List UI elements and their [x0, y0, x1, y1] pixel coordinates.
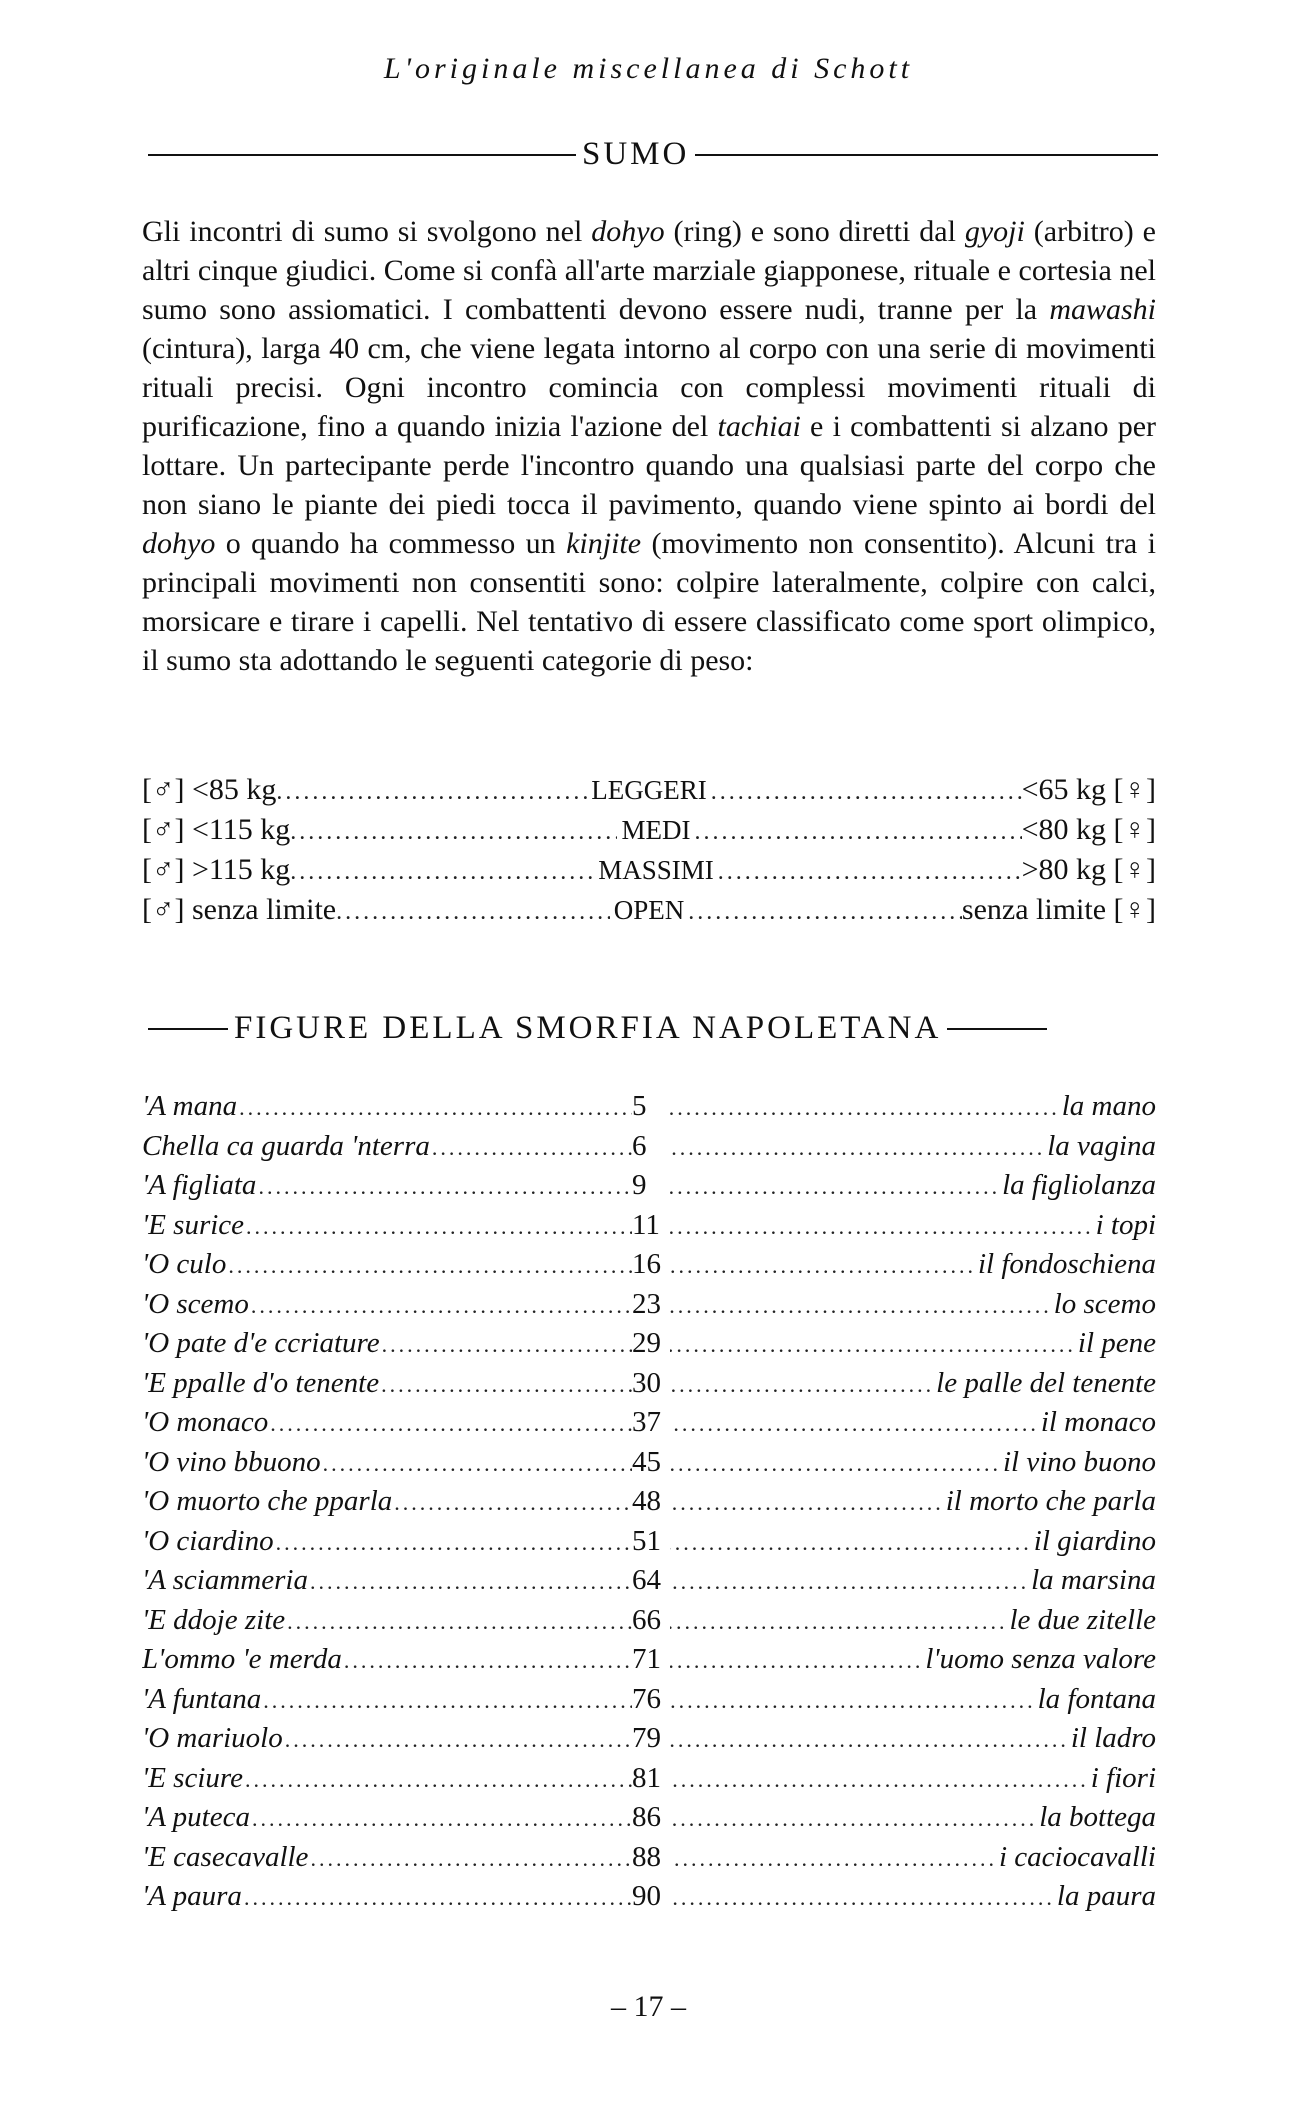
dot-leader: [382, 1332, 632, 1358]
dialect-cell: [142, 1762, 632, 1795]
dot-leader: [670, 1490, 944, 1516]
italic-term: dohyo: [142, 527, 216, 560]
smorfia-row: [142, 1090, 1156, 1130]
italian-cell: [670, 1841, 1156, 1874]
italian-meaning: il fondoschiena: [977, 1248, 1156, 1280]
smorfia-row: [142, 1327, 1156, 1367]
text-run: (cintura), larga 40 cm, che viene legata intorno al corpo con una serie di movimenti rituali precisi. Ogni incontro comincia con complessi movimenti rituali di purificazione, fino a quando inizia l'azione del: [142, 332, 1156, 443]
smorfia-row: [142, 1801, 1156, 1841]
dialect-cell: [142, 1485, 632, 1518]
dialect-term: 'A figliata: [142, 1169, 257, 1201]
dot-leader: [688, 899, 962, 926]
smorfia-row: [142, 1722, 1156, 1762]
female-limit: <65 kg [♀]: [1021, 773, 1157, 806]
italian-cell: [670, 1762, 1156, 1795]
dot-leader: [432, 1135, 632, 1161]
dot-leader: [285, 1727, 632, 1753]
dot-leader: [228, 1253, 632, 1279]
italian-meaning: il pene: [1077, 1327, 1156, 1359]
dot-leader: [310, 1846, 632, 1872]
dialect-cell: [142, 1406, 632, 1439]
dialect-cell: [142, 1564, 632, 1597]
smorfia-number: 48: [632, 1485, 661, 1517]
smorfia-number: 88: [632, 1840, 661, 1873]
smorfia-number: 71: [632, 1643, 661, 1675]
dialect-term: 'A mana: [142, 1090, 238, 1122]
dot-leader: [239, 1095, 632, 1121]
smorfia-number: 79: [632, 1722, 661, 1754]
dot-leader: [670, 1451, 1001, 1477]
dot-leader: [670, 1293, 1052, 1319]
italic-term: mawashi: [1049, 293, 1156, 326]
dot-leader: [670, 1332, 1076, 1358]
italian-meaning: il morto che parla: [945, 1485, 1156, 1517]
smorfia-number: 30: [632, 1366, 661, 1399]
dialect-term: 'O ciardino: [142, 1524, 274, 1557]
smorfia-row: [142, 1762, 1156, 1802]
weight-class-name: LEGGERI: [591, 775, 707, 805]
smorfia-table: [142, 1090, 1156, 1920]
dialect-term: 'O vino bbuono: [142, 1445, 321, 1478]
italian-cell: [670, 1485, 1156, 1518]
text-run: Gli incontri di sumo si svolgono nel: [142, 215, 592, 248]
dot-leader: [670, 1411, 1039, 1437]
dot-leader: [252, 1806, 632, 1832]
dot-leader: [323, 1451, 632, 1477]
dialect-term: 'E casecavalle: [142, 1840, 309, 1873]
dot-leader: [711, 779, 1022, 806]
dialect-cell: [142, 1288, 632, 1321]
dialect-term: 'E ppalle d'o tenente: [142, 1366, 380, 1399]
smorfia-row: [142, 1367, 1156, 1407]
dialect-term: 'O culo: [142, 1248, 227, 1280]
dot-leader: [670, 1569, 1029, 1595]
dialect-cell: [142, 1248, 632, 1281]
smorfia-number: 51: [632, 1524, 661, 1557]
dialect-cell: [142, 1643, 632, 1676]
italian-meaning: la vagina: [1047, 1129, 1156, 1162]
italian-cell: [670, 1248, 1156, 1281]
smorfia-row: [142, 1209, 1156, 1249]
smorfia-row: [142, 1525, 1156, 1565]
dot-leader: [246, 1214, 632, 1240]
smorfia-number: 9: [632, 1169, 647, 1201]
text-run: o quando ha commesso un: [215, 527, 567, 560]
sumo-paragraph: [142, 212, 1156, 680]
italian-cell: [670, 1643, 1156, 1676]
smorfia-number: 76: [632, 1682, 661, 1715]
dialect-cell: [142, 1209, 632, 1242]
dialect-cell: [142, 1841, 632, 1874]
smorfia-number: 45: [632, 1445, 661, 1478]
dialect-term: 'O scemo: [142, 1287, 249, 1320]
dot-leader: [670, 1174, 1000, 1200]
dot-leader: [270, 1411, 632, 1437]
male-limit: [♂] >115 kg: [142, 853, 291, 886]
italian-meaning: i topi: [1095, 1208, 1156, 1241]
dialect-cell: [142, 1683, 632, 1716]
dot-leader: [670, 1253, 976, 1279]
heading-rule-right: [695, 154, 1158, 156]
smorfia-number: 66: [632, 1603, 661, 1636]
italian-meaning: il ladro: [1070, 1722, 1156, 1754]
dot-leader: [251, 1293, 632, 1319]
dot-leader: [670, 1846, 997, 1872]
dialect-cell: [142, 1327, 632, 1360]
italian-cell: [670, 1683, 1156, 1716]
dialect-term: 'A puteca: [142, 1801, 250, 1833]
dot-leader: [670, 1530, 1032, 1556]
dot-leader: [344, 1648, 632, 1674]
smorfia-row: [142, 1564, 1156, 1604]
dialect-cell: [142, 1722, 632, 1755]
smorfia-row: [142, 1130, 1156, 1170]
dot-leader: [670, 1609, 1007, 1635]
smorfia-row: [142, 1880, 1156, 1920]
smorfia-row: [142, 1406, 1156, 1446]
dialect-cell: [142, 1525, 632, 1558]
dot-leader: [670, 1095, 1060, 1121]
dot-leader: [670, 1214, 1094, 1240]
smorfia-number: 90: [632, 1880, 661, 1912]
dialect-cell: [142, 1604, 632, 1637]
dialect-term: 'O muorto che pparla: [142, 1485, 393, 1517]
dialect-cell: [142, 1130, 632, 1163]
weight-class-row: [142, 893, 1156, 933]
italian-cell: [670, 1446, 1156, 1479]
dialect-cell: [142, 1169, 632, 1202]
smorfia-number: 81: [632, 1761, 661, 1794]
dot-leader: [276, 779, 587, 806]
italian-cell: [670, 1722, 1156, 1755]
smorfia-number: 29: [632, 1327, 661, 1359]
smorfia-row: [142, 1604, 1156, 1644]
dialect-term: 'E surice: [142, 1208, 245, 1241]
dialect-cell: [142, 1801, 632, 1834]
female-limit: >80 kg [♀]: [1021, 853, 1157, 886]
smorfia-row: [142, 1446, 1156, 1486]
dot-leader: [670, 1885, 1055, 1911]
dialect-term: 'E ddoje zite: [142, 1603, 286, 1636]
dot-leader: [290, 859, 594, 886]
dot-leader: [670, 1648, 923, 1674]
dialect-cell: [142, 1446, 632, 1479]
dot-leader: [718, 859, 1022, 886]
smorfia-number: 86: [632, 1801, 661, 1833]
italian-cell: [670, 1130, 1156, 1163]
italian-cell: [670, 1327, 1156, 1360]
italian-meaning: i fiori: [1090, 1761, 1156, 1794]
dialect-term: 'O pate d'e ccriature: [142, 1327, 380, 1359]
dot-leader: [290, 819, 617, 846]
italic-term: kinjite: [566, 527, 642, 560]
running-head: L'originale miscellanea di Schott: [383, 52, 914, 85]
smorfia-number: 11: [632, 1208, 660, 1241]
weight-class-name: MEDI: [621, 815, 691, 845]
dialect-term: L'ommo 'e merda: [142, 1643, 342, 1675]
italian-meaning: la fontana: [1037, 1682, 1156, 1715]
italian-meaning: la bottega: [1039, 1801, 1156, 1833]
smorfia-row: [142, 1169, 1156, 1209]
weight-classes-list: [142, 773, 1156, 933]
italian-cell: [670, 1367, 1156, 1400]
italian-cell: [670, 1169, 1156, 1202]
dot-leader: [670, 1767, 1089, 1793]
sumo-section-heading: [148, 136, 1158, 173]
dot-leader: [310, 1569, 632, 1595]
page-number: – 17 –: [611, 1990, 686, 2023]
smorfia-row: [142, 1683, 1156, 1723]
female-limit: <80 kg [♀]: [1021, 813, 1157, 846]
italic-term: dohyo: [591, 215, 665, 248]
italic-term: tachiai: [717, 410, 801, 443]
italian-meaning: la paura: [1056, 1880, 1156, 1912]
smorfia-number: 64: [632, 1564, 661, 1596]
dialect-term: 'O monaco: [142, 1406, 269, 1438]
dialect-term: 'A paura: [142, 1880, 242, 1912]
italian-cell: [670, 1525, 1156, 1558]
dialect-term: 'O mariuolo: [142, 1722, 283, 1754]
weight-class-row: [142, 773, 1156, 813]
italian-meaning: le palle del tenente: [936, 1366, 1156, 1399]
smorfia-row: [142, 1288, 1156, 1328]
female-limit: senza limite [♀]: [961, 893, 1157, 926]
smorfia-number: 23: [632, 1287, 661, 1320]
italian-cell: [670, 1090, 1156, 1123]
dialect-term: 'A funtana: [142, 1682, 262, 1715]
italian-meaning: lo scemo: [1053, 1287, 1156, 1320]
text-run: e i combattenti si alzano per lottare. Un partecipante perde l'incontro quando una qualsiasi parte del corpo che non siano le piante dei piedi tocca il pavimento, quando viene spinto ai bordi del: [142, 410, 1156, 521]
dot-leader: [670, 1135, 1045, 1161]
dialect-cell: [142, 1090, 632, 1123]
text-run: (ring) e sono diretti dal: [664, 215, 965, 248]
dot-leader: [287, 1609, 632, 1635]
italian-meaning: il vino buono: [1002, 1445, 1156, 1478]
dot-leader: [258, 1174, 632, 1200]
dialect-cell: [142, 1880, 632, 1913]
smorfia-number: 16: [632, 1248, 661, 1280]
smorfia-row: [142, 1841, 1156, 1881]
dot-leader: [244, 1885, 632, 1911]
smorfia-number: 5: [632, 1090, 647, 1122]
smorfia-row: [142, 1485, 1156, 1525]
dot-leader: [670, 1806, 1037, 1832]
weight-class-row: [142, 813, 1156, 853]
italian-meaning: la mano: [1061, 1090, 1156, 1122]
sumo-heading-text: SUMO: [582, 136, 690, 172]
male-limit: [♂] <85 kg: [142, 773, 277, 806]
weight-class-row: [142, 853, 1156, 893]
sumo-paragraph-text: [142, 212, 1156, 680]
smorfia-row: [142, 1248, 1156, 1288]
dialect-cell: [142, 1367, 632, 1400]
dot-leader: [381, 1372, 632, 1398]
male-limit: [♂] <115 kg: [142, 813, 291, 846]
italian-meaning: il giardino: [1033, 1524, 1156, 1557]
italic-term: gyoji: [964, 215, 1025, 248]
italian-meaning: la figliolanza: [1002, 1169, 1156, 1201]
heading-rule-right: [947, 1028, 1047, 1030]
smorfia-row: [142, 1643, 1156, 1683]
text-run: (movimento non consentito). Alcuni tra i principali movimenti non consentiti sono: colpire lateralmente, colpire con calci, morsicare e tirare i capelli. Nel tentativo di essere classificato come sport olimpico, il sumo sta adottando le seguenti categorie di peso:: [142, 527, 1157, 677]
italian-meaning: l'uomo senza valore: [925, 1643, 1156, 1675]
dot-leader: [670, 1727, 1069, 1753]
italian-cell: [670, 1209, 1156, 1242]
text-run: (arbitro) e altri cinque giudici. Come si confà all'arte marziale giapponese, rituale e cortesia nel sumo sono assiomatici. I combattenti devono essere nudi, tranne per la: [142, 215, 1156, 326]
dot-leader: [694, 819, 1021, 846]
dot-leader: [394, 1490, 632, 1516]
italian-meaning: le due zitelle: [1009, 1603, 1156, 1636]
dot-leader: [245, 1767, 632, 1793]
heading-rule-left: [148, 154, 576, 156]
italian-cell: [670, 1564, 1156, 1597]
dot-leader: [336, 899, 610, 926]
dot-leader: [263, 1688, 632, 1714]
smorfia-number: 37: [632, 1406, 661, 1438]
smorfia-number: 6: [632, 1129, 647, 1162]
smorfia-heading-text: FIGURE DELLA SMORFIA NAPOLETANA: [234, 1010, 942, 1046]
weight-class-name: OPEN: [613, 895, 685, 925]
dialect-term: Chella ca guarda 'nterra: [142, 1129, 430, 1162]
heading-rule-left: [148, 1028, 228, 1030]
italian-cell: [670, 1288, 1156, 1321]
italian-cell: [670, 1880, 1156, 1913]
italian-meaning: i caciocavalli: [998, 1840, 1156, 1873]
dot-leader: [276, 1530, 632, 1556]
weight-class-name: MASSIMI: [598, 855, 714, 885]
italian-cell: [670, 1406, 1156, 1439]
italian-cell: [670, 1604, 1156, 1637]
dialect-term: 'E sciure: [142, 1761, 243, 1794]
dot-leader: [670, 1372, 934, 1398]
italian-meaning: il monaco: [1040, 1406, 1156, 1438]
male-limit: [♂] senza limite: [142, 893, 337, 926]
dialect-term: 'A sciammeria: [142, 1564, 308, 1596]
italian-cell: [670, 1801, 1156, 1834]
smorfia-section-heading: [148, 1010, 1158, 1047]
italian-meaning: la marsina: [1031, 1564, 1156, 1596]
dot-leader: [670, 1688, 1036, 1714]
